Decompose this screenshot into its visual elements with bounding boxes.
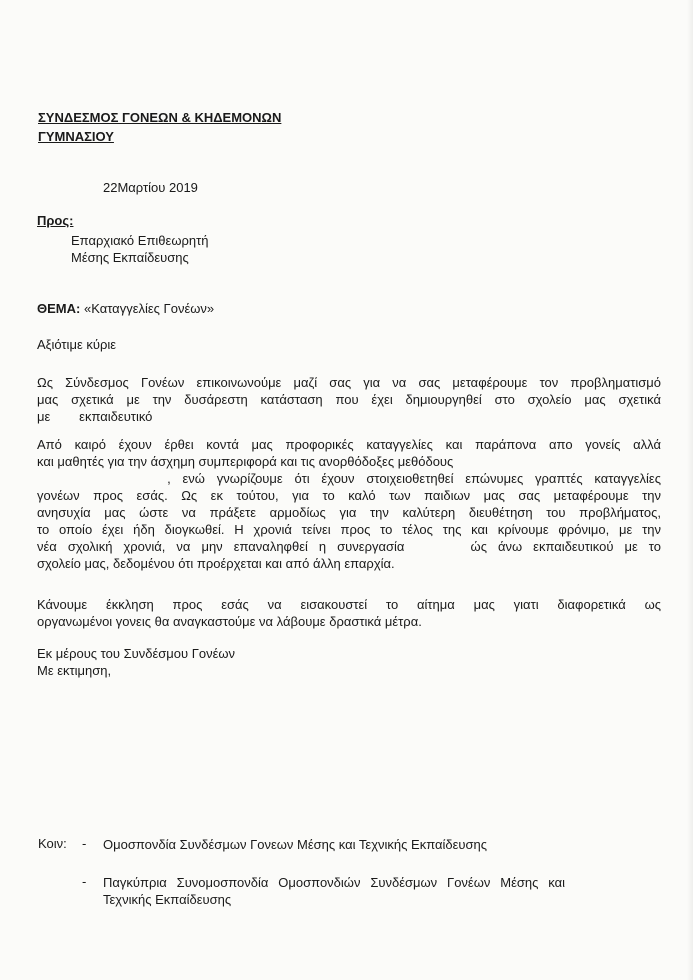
paragraph-line: Από καιρό έχουν έρθει κοντά μας προφορικές καταγγελίες και παράπονα απο γονείς αλλά [37,437,661,452]
cc-item-1: Ομοσπονδία Συνδέσμων Γονεων Μέσης και Τεχνικής Εκπαίδευσης [103,837,488,852]
letterhead-line2: ΓΥΜΝΑΣΙΟΥ [38,129,114,144]
letterhead-line1: ΣΥΝΔΕΣΜΟΣ ΓΟΝΕΩΝ & ΚΗΔΕΜΟΝΩΝ [38,110,282,125]
paragraph-line: Κάνουμε έκκληση προς εσάς να εισακουστεί το αίτημα μας γιατι διαφορετικά ως [37,597,661,612]
cc-item-2 [103,874,565,908]
paragraph-line: ανησυχία μας ώστε να πράξετε αρμοδίως για την καλύτερη διευθέτηση του προβλήματος, [37,505,661,520]
letter-date: 22Μαρτίου 2019 [103,180,198,195]
subject-text: «Καταγγελίες Γονέων» [83,301,215,316]
recipient-line2: Μέσης Εκπαίδευσης [71,250,189,265]
recipient-label: Προς: [37,213,74,228]
paragraph-3 [37,596,661,630]
cc-item-2-line2: Τεχνικής Εκπαίδευσης [103,892,232,907]
closing-line1: Εκ μέρους του Συνδέσμου Γονέων [37,646,236,661]
salutation: Αξιότιμε κύριε [37,337,117,352]
paragraph-line: και μαθητές για την άσχημη συμπεριφορά και τις ανορθόδοξες μεθόδους [37,454,454,469]
cc-item-2-line1: Παγκύπρια Συνομοσπονδία Ομοσπονδιών Συνδέσμων Γονέων Μέσης και [103,875,565,890]
paragraph-1 [37,374,661,425]
paragraph-line: σχολείο μας, δεδομένου ότι προέρχεται και από άλλη επαρχία. [37,556,395,571]
subject-line [37,301,214,317]
paragraph-line: Ως Σύνδεσμος Γονέων επικοινωνούμε μαζί σας για να σας μεταφέρουμε τον προβληματισμό [37,375,661,390]
cc-dash: - [82,836,87,851]
paragraph-line: με εκπαιδευτικό [37,409,153,424]
cc-dash: - [82,874,87,889]
paragraph-line: οργανωμένοι γονεις θα αναγκαστούμε να λάβουμε δραστικά μέτρα. [37,614,422,629]
closing-line2: Με εκτιμηση, [37,663,112,678]
paragraph-line: νέα σχολική χρονιά, να μην επαναληφθεί η συνεργασία ώς άνω εκπαιδευτικού με το [37,539,661,554]
cc-label: Κοιν: [38,836,67,851]
paragraph-line: το οποίο έχει ήδη διογκωθεί. Η χρονιά τείνει προς το τέλος της και κρίνουμε φρόνιμο, με την [37,522,661,537]
subject-label: ΘΕΜΑ: [37,301,81,316]
paragraph-line: , ενώ γνωρίζουμε ότι έχουν στοιχειοθετηθεί επώνυμες γραπτές καταγγελίες [37,471,661,486]
recipient-line1: Επαρχιακό Επιθεωρητή [71,233,209,248]
paragraph-2 [37,436,661,572]
paragraph-line: γονέων προς εσάς. Ως εκ τούτου, για το καλό των παιδιων μας σας μεταφέρουμε την [37,488,661,503]
paragraph-line: μας σχετικά με την δυσάρεστη κατάσταση που έχει δημιουργηθεί στο σχολείο μας σχετικά [37,392,661,407]
scan-edge-shadow [687,0,693,980]
